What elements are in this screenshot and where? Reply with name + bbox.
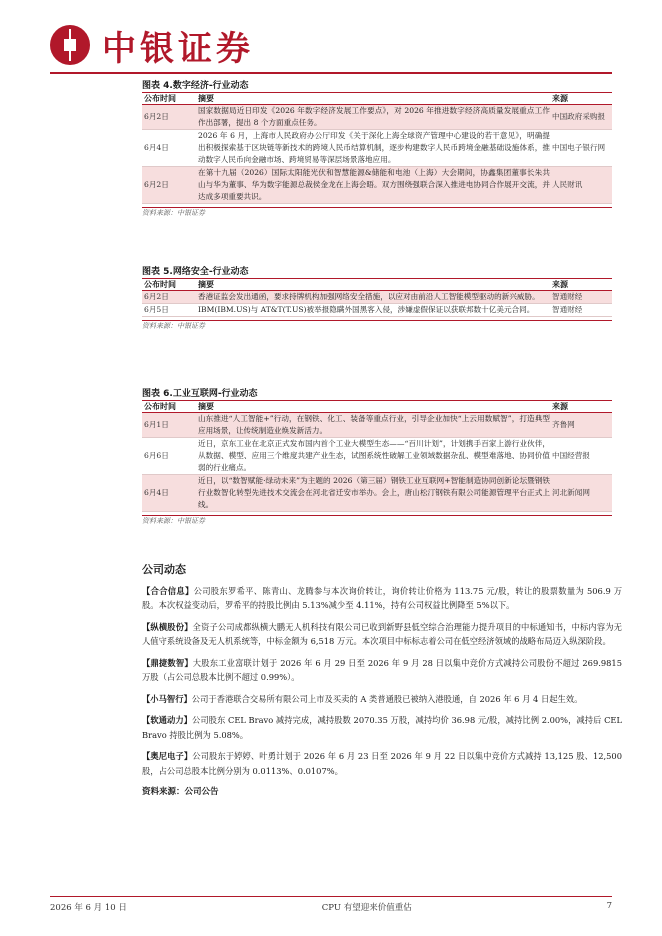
news-item bbox=[142, 656, 622, 685]
table-title: 图表 5.网络安全-行业动态 bbox=[142, 267, 249, 277]
company-tag: 【软通动力】 bbox=[142, 715, 192, 725]
row-date: 6月6日 bbox=[144, 451, 169, 460]
table-header bbox=[142, 400, 612, 413]
table-source-note: 资料来源：中银证券 bbox=[142, 515, 612, 525]
row-source: 中国经营报 bbox=[552, 451, 590, 460]
section-heading: 公司动态 bbox=[142, 563, 186, 576]
table-row bbox=[142, 130, 612, 167]
company-tag: 【纵横股份】 bbox=[142, 621, 193, 632]
row-date: 6月5日 bbox=[144, 305, 169, 314]
header-date: 公布时间 bbox=[144, 94, 176, 103]
footer-title: CPU 有望迎来价值重估 bbox=[321, 903, 412, 913]
header-summary: 摘要 bbox=[198, 280, 214, 289]
row-summary: 山东推进“人工智能+”行动，在钢铁、化工、装备等重点行业，引导企业加快“上云用数赋智”，打造典型应用场景，让传统制造业焕发新活力。 bbox=[198, 414, 550, 435]
table-row bbox=[142, 438, 612, 475]
row-summary: 在第十九届（2026）国际太阳能光伏和智慧能源&储能和电池（上海）大会期间，协鑫集团董事长朱共山与华为董事、华为数字能源总裁侯金龙在上海会晤。双方围绕强联合深入推进电协同合作展开交流，并达成多项重要共识。 bbox=[198, 168, 550, 201]
header-date: 公布时间 bbox=[144, 402, 176, 411]
row-source: 智通财经 bbox=[552, 305, 583, 314]
table-row bbox=[142, 304, 612, 317]
row-summary: 近日，京东工业在北京正式发布国内首个工业大模型生态——“百川计划”，计划携手百家上游行业伙伴，从数据、模型、应用三个维度共建产业生态，试图系统性破解工业领域数据杂乱、模型难落地、协同价值弱的行业痛点。 bbox=[198, 439, 550, 472]
company-tag: 【小马智行】 bbox=[142, 693, 192, 704]
page-number: 7 bbox=[606, 901, 612, 911]
table-header bbox=[142, 278, 612, 291]
report-header bbox=[50, 22, 254, 68]
company-source-note: 资料来源：公司公告 bbox=[142, 787, 219, 797]
row-source: 齐鲁网 bbox=[552, 420, 575, 429]
row-summary: 国家数据局近日印发《2026 年数字经济发展工作要点》，对 2026 年推进数字经济高质量发展重点工作作出部署，提出 8 个方面重点任务。 bbox=[198, 106, 550, 127]
header-date: 公布时间 bbox=[144, 280, 176, 289]
header-source: 来源 bbox=[552, 280, 568, 289]
table-row bbox=[142, 105, 612, 130]
row-source: 智通财经 bbox=[552, 292, 583, 301]
table-title: 图表 6.工业互联网-行业动态 bbox=[142, 389, 258, 399]
row-date: 6月4日 bbox=[144, 488, 169, 497]
row-summary: 2026 年 6 月，上海市人民政府办公厅印发《关于深化上海全球资产管理中心建设的若干意见》，明确提出积极探索基于区块链等新技术的跨境人民币结算机制，逐步构建数字人民币跨境金融基础设施体系，推动数字人民币向金融市场、跨境贸易等深层场景落地应用。 bbox=[198, 131, 550, 164]
row-summary: IBM(IBM.US)与 AT&T(T.US)被举报隐瞒外国黑客入侵，涉嫌虚假保证以获联邦数十亿美元合同。 bbox=[198, 305, 535, 314]
row-source: 中国电子银行网 bbox=[552, 143, 606, 152]
news-item bbox=[142, 620, 622, 649]
news-item bbox=[142, 584, 622, 613]
row-summary: 香港证监会发出通函，要求持牌机构加强网络安全措施，以应对由前沿人工智能模型驱动的新兴威胁。 bbox=[198, 292, 540, 301]
row-date: 6月4日 bbox=[144, 143, 169, 152]
row-date: 6月2日 bbox=[144, 112, 169, 121]
brand-name: 中银证券 bbox=[102, 28, 254, 69]
table-row bbox=[142, 413, 612, 438]
row-source: 河北新闻网 bbox=[552, 488, 590, 497]
news-item bbox=[142, 692, 622, 707]
header-source: 来源 bbox=[552, 402, 568, 411]
table-row bbox=[142, 167, 612, 204]
company-tag: 【奥尼电子】 bbox=[142, 751, 193, 761]
table-cybersecurity bbox=[142, 266, 612, 330]
footer-divider bbox=[50, 896, 612, 897]
table-row bbox=[142, 475, 612, 512]
table-row bbox=[142, 291, 612, 304]
row-summary: 近日，以“数智赋能·绿动未来”为主题的 2026（第三届）钢铁工业互联网+智能制造协同创新论坛暨钢铁行业数智化转型先进技术交流会在河北省迁安市举办。会上，唐山松汀钢铁有限公司能源管理平台正式上线。 bbox=[198, 476, 550, 509]
footer-date: 2026 年 6 月 10 日 bbox=[50, 903, 127, 913]
company-tag: 【合合信息】 bbox=[142, 585, 194, 596]
row-date: 6月2日 bbox=[144, 292, 169, 301]
page-footer bbox=[50, 901, 612, 913]
row-source: 人民财讯 bbox=[552, 180, 583, 189]
news-text: 公司股东 CEL Bravo 减持完成，减持股数 2070.35 万股，减持均价 36.98 元/股，减持比例 2.00%，减持后 CEL Bravo 持股比例为 5.08%。 bbox=[142, 715, 622, 740]
news-text: 大股东工业富联计划于 2026 年 6 月 29 日至 2026 年 9 月 28 日以集中竞价方式减持公司股份不超过 269.9815 万股（占公司总股本比例不超过 0.99%）。 bbox=[142, 657, 622, 682]
header-source: 来源 bbox=[552, 94, 568, 103]
table-source-note: 资料来源：中银证券 bbox=[142, 207, 612, 217]
table-header bbox=[142, 92, 612, 105]
table-digital-economy bbox=[142, 80, 612, 217]
news-text: 公司股东罗希平、陈青山、龙腾参与本次询价转让，询价转让价格为 113.75 元/股，转让的股票数量为 506.9 万股。本次权益变动后，罗希平的持股比例由 5.13%减少至 4.11%，持有公司权益比例降至 5%以下。 bbox=[142, 585, 622, 610]
news-text: 全资子公司成都纵横大鹏无人机科技有限公司已收到新野县低空综合治理能力提升项目的中标通知书，中标内容为无人值守系统设备及无人机系统等，中标金额为 6,518 万元。本次项目中标标志着公司在低空经济领域的战略布局迈入纵深阶段。 bbox=[142, 621, 622, 646]
table-source-note: 资料来源：中银证券 bbox=[142, 320, 612, 330]
news-item bbox=[142, 749, 622, 778]
bank-of-china-logo-icon bbox=[50, 25, 90, 65]
table-title: 图表 4.数字经济-行业动态 bbox=[142, 81, 249, 91]
header-summary: 摘要 bbox=[198, 94, 214, 103]
company-tag: 【鼎捷数智】 bbox=[142, 657, 193, 668]
row-date: 6月1日 bbox=[144, 420, 169, 429]
news-text: 公司股东于婷婷、叶勇计划于 2026 年 6 月 23 日至 2026 年 9 月 22 日以集中竞价方式减持 13,125 股、12,500 股，占公司总股本比例分别为 0.0113%、0.0107%。 bbox=[142, 751, 622, 776]
row-date: 6月2日 bbox=[144, 180, 169, 189]
news-item bbox=[142, 713, 622, 742]
table-industrial-internet bbox=[142, 388, 612, 525]
company-news-section bbox=[142, 563, 622, 800]
news-text: 公司于香港联合交易所有限公司上市及买卖的 A 类普通股已被纳入港股通，自 2026 年 6 月 4 日起生效。 bbox=[191, 693, 583, 704]
row-source: 中国政府采购报 bbox=[552, 112, 606, 121]
header-summary: 摘要 bbox=[198, 402, 214, 411]
header-divider bbox=[50, 72, 612, 74]
